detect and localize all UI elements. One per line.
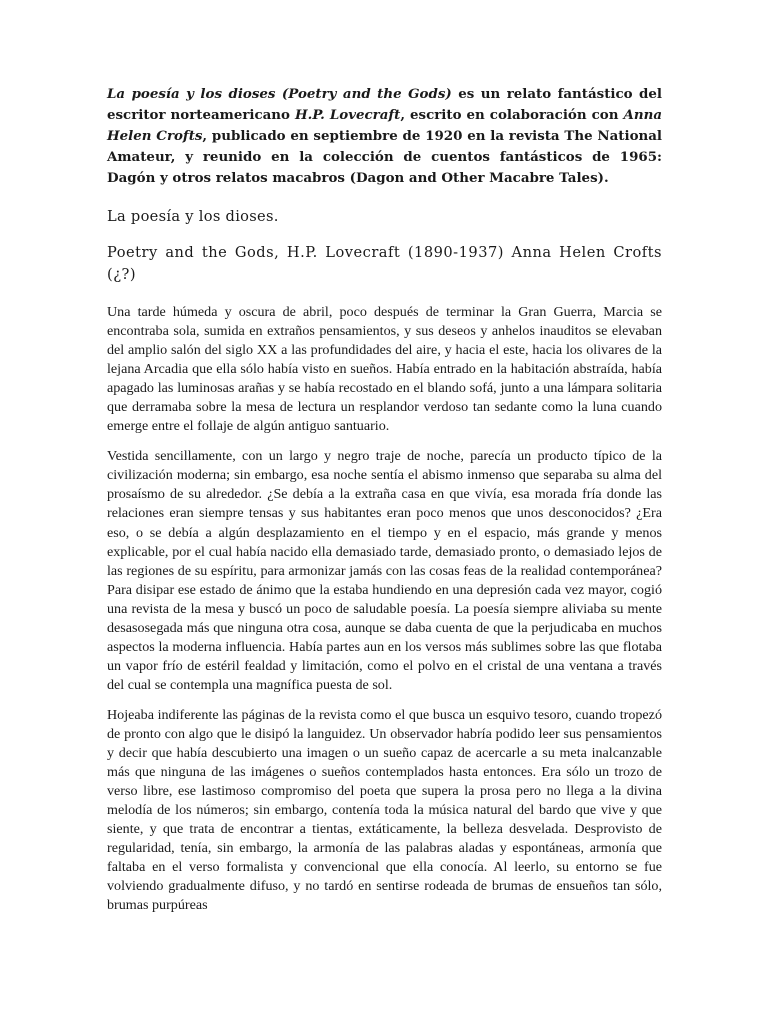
document-page — [107, 84, 662, 926]
intro-title: La poesía y los dioses (Poetry and the Gods) — [107, 86, 452, 102]
body-paragraph: Vestida sencillamente, con un largo y negro traje de noche, parecía un producto típico de la civilización moderna; sin embargo, esa noche sentía el abismo inmenso que separaba su alma del prosaísmo de su alrededor. ¿Se debía a la extraña casa en que vivía, esa morada fría donde las relaciones eran siempre tensas y sus habitantes eran poco menos que unos desconocidos? ¿Era eso, o se debía a algún desplazamiento en el tiempo y en el espacio, más grande y menos explicable, por el cual había nacido ella demasiado tarde, demasiado pronto, o demasiado lejos de las regiones de su espíritu, para armonizar jamás con las cosas feas de la realidad contemporánea? Para disipar ese estado de ánimo que la estaba hundiendo en una depresión cada vez mayor, cogió una revista de la mesa y buscó un poco de saludable poesía. La poesía siempre aliviaba su mente desasosegada más que ninguna otra cosa, aunque se daba cuenta de que la perjudicaba en muchos aspectos la moderna influencia. Había partes aun en los versos más sublimes sobre las que flotaba un vapor frío de estéril fealdad y limitación, como el polvo en el cristal de una ventana a través del cual se contempla una magnífica puesta de sol. — [107, 448, 662, 693]
intro-text-1: es un relato fantástico del escritor norteamericano — [107, 86, 663, 123]
intro-author: H.P. Lovecraft — [295, 107, 401, 123]
intro-paragraph — [107, 84, 662, 189]
body-paragraph: Hojeaba indiferente las páginas de la revista como el que busca un esquivo tesoro, cuando tropezó de pronto con algo que le disipó la languidez. Un observador habría podido leer sus pensamientos y decir que había descubierto una imagen o un sueño capaz de acercarle a su meta inalcanzable más que ninguna de las imágenes o sueños contemplados hasta entonces. Era sólo un trozo de verso libre, ese lastimoso compromiso del poeta que supera la prosa pero no llega a la divina melodía de los números; sin embargo, contenía toda la música natural del bardo que vive y que siente, y que trata de encontrar a tientas, extáticamente, la belleza desvelada. Desprovisto de regularidad, tenía, sin embargo, la armonía de las palabras aladas y espontáneas, armonía que faltaba en el verso formalista y convencional que ella conocía. Al leerlo, su entorno se fue volviendo gradualmente difuso, y no tardó en sentirse rodeada de brumas de ensueños tan sólo, brumas purpúreas — [107, 706, 662, 914]
heading-english-title: Poetry and the Gods, H.P. Lovecraft (1890-1937) Anna Helen Crofts (¿?) — [107, 244, 662, 283]
intro-coauthor: Anna Helen Crofts — [107, 107, 662, 144]
intro-text-3: , publicado en septiembre de 1920 en la revista The National Amateur, y reunido en la colección de cuentos fantásticos de 1965: Dagón y otros relatos macabros (Dagon and Other Macabre Tales). — [107, 128, 662, 186]
heading-spanish-title: La poesía y los dioses. — [107, 208, 279, 225]
intro-text-2: , escrito en colaboración con — [400, 107, 624, 123]
body-paragraph: Una tarde húmeda y oscura de abril, poco después de terminar la Gran Guerra, Marcia se encontraba sola, sumida en extraños pensamientos, y sus deseos y anhelos inauditos se elevaban del amplio salón del siglo XX a las profundidades del aire, y hacia el este, hacia los olivares de la lejana Arcadia que ella sólo había visto en sueños. Había entrado en la habitación abstraída, había apagado las luminosas arañas y se había recostado en el blando sofá, junto a una lámpara solitaria que derramaba sobre la mesa de lectura un resplandor verdoso tan sedante como la luna cuando emerge entre el follaje de algún antiguo santuario. — [107, 304, 662, 435]
